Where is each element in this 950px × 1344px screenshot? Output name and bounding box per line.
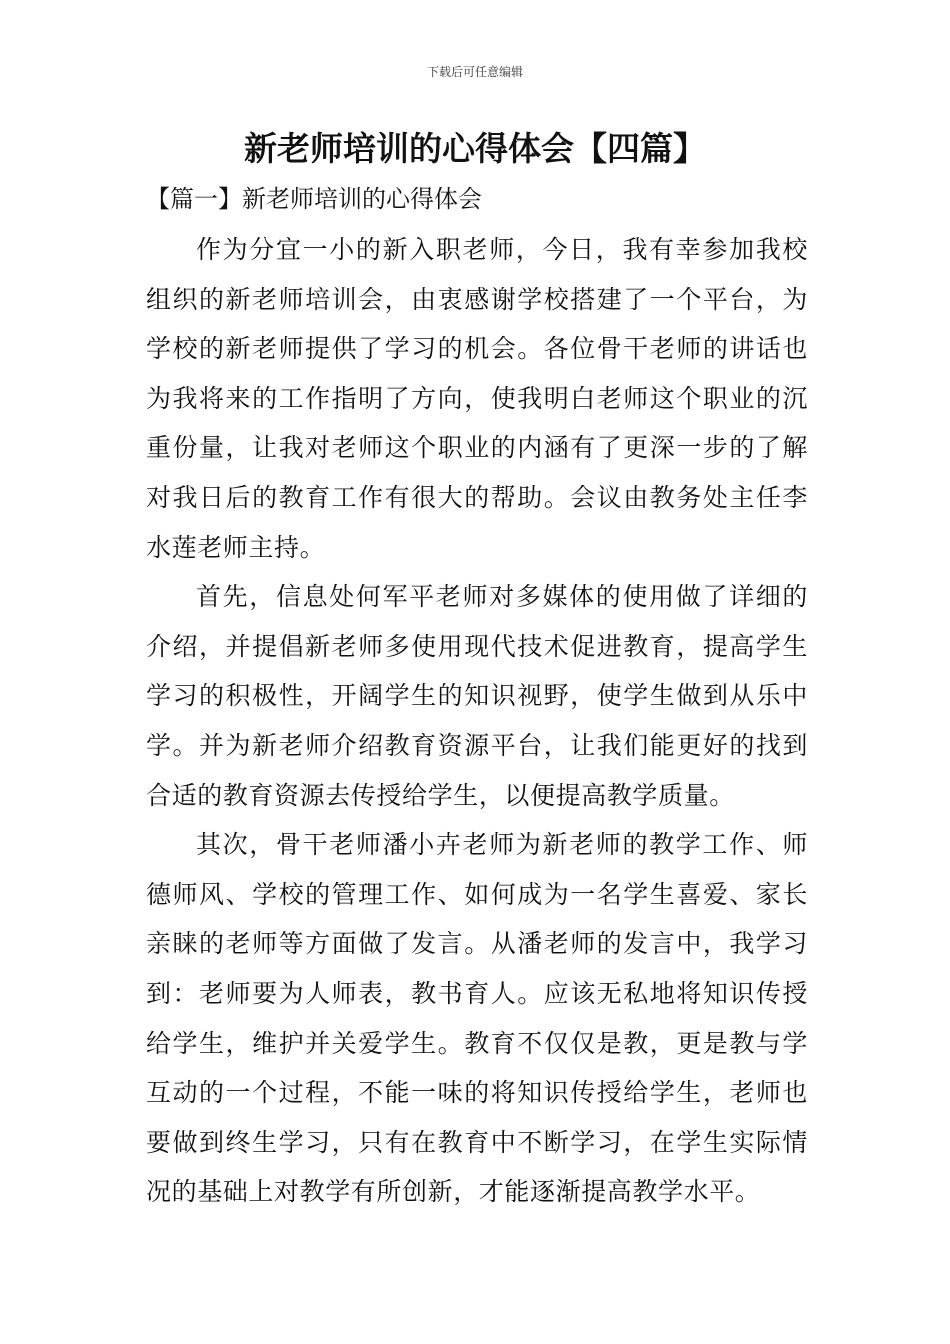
paragraph-3: 其次，骨干老师潘小卉老师为新老师的教学工作、师德师风、学校的管理工作、如何成为一名学生喜爱、家长亲睐的老师等方面做了发言。从潘老师的发言中，我学习到：老师要为人师表，教书育人。应该无私地将知识传授给学生，维护并关爱学生。教育不仅仅是教，更是教与学互动的一个过程，不能一味的将知识传授给学生，老师也要做到终生学习，只有在教育中不断学习，在学生实际情况的基础上对教学有所创新，才能逐渐提高教学水平。 [146,830,808,1207]
document-title: 新老师培训的心得体会【四篇】 [244,129,706,168]
header-note: 下载后可任意编辑 [426,65,523,79]
document-body [146,225,808,1217]
section-heading: 【篇一】新老师培训的心得体会 [146,185,482,213]
paragraph-1: 作为分宜一小的新入职老师，今日，我有幸参加我校组织的新老师培训会，由衷感谢学校搭建了一个平台，为学校的新老师提供了学习的机会。各位骨干老师的讲话也为我将来的工作指明了方向，使我明白老师这个职业的沉重份量，让我对老师这个职业的内涵有了更深一步的了解对我日后的教育工作有很大的帮助。会议由教务处主任李水莲老师主持。 [146,235,808,562]
paragraph-2: 首先，信息处何军平老师对多媒体的使用做了详细的介绍，并提倡新老师多使用现代技术促进教育，提高学生学习的积极性，开阔学生的知识视野，使学生做到从乐中学。并为新老师介绍教育资源平台，让我们能更好的找到合适的教育资源去传授给学生，以便提高教学质量。 [146,582,808,810]
